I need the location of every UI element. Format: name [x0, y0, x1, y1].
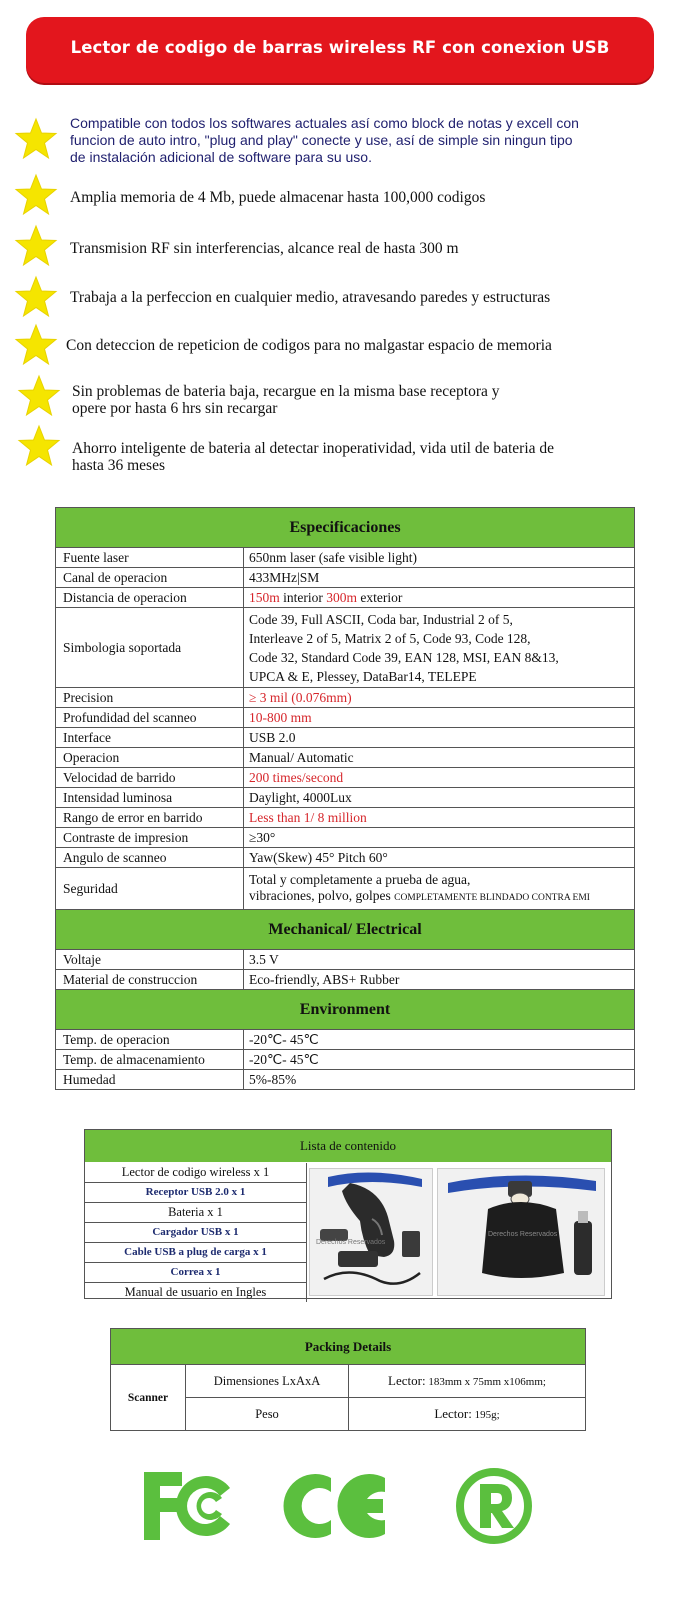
watermark-text: Derechos Reservados [316, 1239, 386, 1246]
star-icon [14, 173, 58, 217]
star-icon [17, 374, 61, 418]
feature-text-memory: Amplia memoria de 4 Mb, puede almacenar hasta 100,000 codigos [70, 189, 486, 206]
ce-logo-icon [283, 1468, 393, 1544]
feature-text-battery-saving: Ahorro inteligente de bateria al detectar inoperatividad, vida util de bateria de hasta 36 meses [72, 440, 555, 474]
table-row: Humedad 5%-85% [56, 1070, 635, 1090]
list-item: Correa x 1 [85, 1263, 307, 1283]
dimension-label: Dimensiones LxAxA [186, 1365, 349, 1398]
star-icon [14, 323, 58, 367]
feature-text-compatibility: Compatible con todos los softwares actuales así como block de notas y excell con funcion de auto intro, "plug and play" conecte y use, así de simple sin ningun tipo de instalación adicional de software para su uso. [70, 115, 579, 165]
packing-details-table [110, 1328, 586, 1431]
title-banner [26, 17, 654, 83]
table-row: Voltaje 3.5 V [56, 950, 635, 970]
list-item: Cable USB a plug de carga x 1 [85, 1243, 307, 1263]
table-row: Contraste de impresion ≥30° [56, 828, 635, 848]
list-item: Bateria x 1 [85, 1203, 307, 1223]
feature-text-transmission: Transmision RF sin interferencias, alcance real de hasta 300 m [70, 240, 459, 257]
product-photo-scanner-base [437, 1168, 605, 1296]
feature-text-battery: Sin problemas de bateria baja, recargue en la misma base receptora y opere por hasta 6 hrs sin recargar [72, 383, 500, 417]
product-cell: Scanner [111, 1365, 186, 1431]
star-icon [14, 117, 58, 161]
feature-text-environment: Trabaja a la perfeccion en cualquier medio, atravesando paredes y estructuras [70, 289, 551, 306]
list-item: Lector de codigo wireless x 1 [85, 1163, 307, 1183]
table-row: Simbologia soportada Code 39, Full ASCII, Coda bar, Industrial 2 of 5, Interleave 2 of 5, Matrix 2 of 5, Code 93, Code 128, Code 32, Standard Code 39, EAN 128, MSI, EAN 8&13, UPCA & E, Plessey, DataBar14, TELEPE [56, 608, 635, 688]
table-row: Seguridad Total y completamente a prueba de agua, vibraciones, polvo, golpes COMPLETAMENTE BLINDADO CONTRA EMI [56, 868, 635, 910]
specifications-table [55, 507, 635, 1090]
weight-label: Peso [186, 1398, 349, 1431]
list-item: Receptor USB 2.0 x 1 [85, 1183, 307, 1203]
banner-title: Lector de codigo de barras wireless RF con conexion USB [70, 38, 610, 57]
contents-list [85, 1163, 307, 1302]
fcc-logo-icon [140, 1468, 240, 1544]
registered-logo-icon [454, 1466, 534, 1546]
table-row: Operacion Manual/ Automatic [56, 748, 635, 768]
table-row: Angulo de scanneo Yaw(Skew) 45° Pitch 60° [56, 848, 635, 868]
table-row: Scanner Dimensiones LxAxA Lector: 183mm x 75mm x106mm; [111, 1365, 586, 1398]
list-item: Cargador USB x 1 [85, 1223, 307, 1243]
table-row: Velocidad de barrido 200 times/second [56, 768, 635, 788]
table-row: Peso Lector: 195g; [111, 1398, 586, 1431]
feature-text-duplicate-detection: Con deteccion de repeticion de codigos para no malgastar espacio de memoria [66, 337, 552, 354]
product-photo-scanner-kit [309, 1168, 433, 1296]
contents-title: Lista de contenido [85, 1130, 611, 1162]
table-row: Rango de error en barrido Less than 1/ 8 million [56, 808, 635, 828]
table-row: Canal de operacion 433MHz|SM [56, 568, 635, 588]
table-row: Interface USB 2.0 [56, 728, 635, 748]
star-icon [17, 424, 61, 468]
table-row: Profundidad del scanneo 10-800 mm [56, 708, 635, 728]
package-contents [84, 1129, 612, 1299]
list-item: Manual de usuario en Ingles [85, 1283, 307, 1302]
table-row: Temp. de almacenamiento -20℃- 45℃ [56, 1050, 635, 1070]
table-row: Fuente laser 650nm laser (safe visible light) [56, 548, 635, 568]
table-row: Precision ≥ 3 mil (0.076mm) [56, 688, 635, 708]
watermark-text: Derechos Reservados [488, 1231, 558, 1238]
star-icon [14, 224, 58, 268]
mechanical-title: Mechanical/ Electrical [56, 910, 635, 950]
spec-title: Especificaciones [56, 508, 635, 548]
star-icon [14, 275, 58, 319]
table-row: Material de construccion Eco-friendly, ABS+ Rubber [56, 970, 635, 990]
table-row: Temp. de operacion -20℃- 45℃ [56, 1030, 635, 1050]
table-row: Intensidad luminosa Daylight, 4000Lux [56, 788, 635, 808]
environment-title: Environment [56, 990, 635, 1030]
table-row: Distancia de operacion 150m interior 300m exterior [56, 588, 635, 608]
packing-title: Packing Details [111, 1329, 586, 1365]
